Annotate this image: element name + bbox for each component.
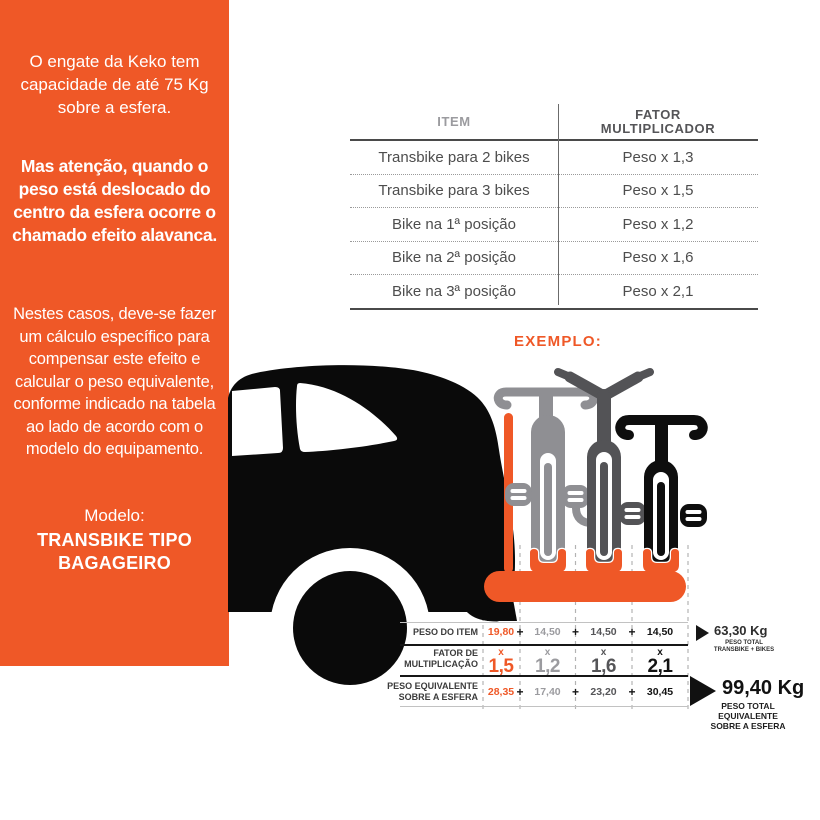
calc-row2-label-line2: MULTIPLICAÇÃO	[404, 659, 478, 669]
factor-value: 1,6	[591, 656, 616, 677]
equivalente-value: 23,20	[590, 686, 617, 698]
example-label: EXEMPLO:	[514, 333, 602, 350]
calc-row1-label: PESO DO ITEM	[412, 627, 478, 637]
tow-ball-pedestal	[487, 599, 517, 621]
factor-cell: Peso x 1,6	[622, 249, 694, 267]
item-cell: Transbike para 3 bikes	[378, 182, 530, 200]
factor-cell: Peso x 2,1	[622, 282, 694, 300]
plus-sign: +	[571, 685, 580, 699]
calc-rule-top	[400, 622, 688, 623]
calc-row3-label-line2: SOBRE A ESFERA	[398, 692, 478, 702]
equivalente-value: 30,45	[646, 686, 674, 698]
factor-table-header	[350, 104, 758, 139]
multiply-sign: x	[657, 647, 663, 658]
table-row	[350, 274, 758, 308]
factor-table-body	[350, 139, 758, 310]
plus-sign: +	[516, 625, 524, 639]
table-row	[350, 241, 758, 275]
factor-value: 1,5	[488, 656, 514, 677]
item-cell: Bike na 2ª posição	[392, 249, 516, 267]
item-cell: Bike na 3ª posição	[392, 282, 516, 300]
calc-rule-bottom	[400, 706, 688, 707]
car-side-window	[232, 387, 283, 456]
total-caption	[698, 701, 798, 731]
item-cell: Transbike para 2 bikes	[378, 148, 530, 166]
total-caption-line1: PESO TOTAL EQUIVALENTE	[718, 701, 778, 721]
rack-platform	[484, 571, 686, 602]
arrow-right-icon	[696, 625, 709, 641]
model-name: TRANSBIKE TIPO BAGAGEIRO	[37, 529, 192, 573]
column-divider	[558, 104, 559, 305]
header-item: ITEM	[437, 113, 471, 129]
subtotal-caption-line1: PESO TOTAL	[725, 640, 763, 646]
plus-sign: +	[628, 685, 636, 699]
factor-value: 2,1	[647, 656, 673, 677]
sidebar-model-block	[10, 505, 219, 575]
subtotal-value: 63,30 Kg	[714, 623, 768, 638]
plus-sign: +	[571, 625, 580, 639]
plus-sign: +	[628, 625, 636, 639]
peso-value: 19,80	[487, 626, 515, 638]
factor-value: 1,2	[535, 656, 560, 677]
item-cell: Bike na 1ª posição	[392, 215, 516, 233]
calc-rule-mid1	[400, 644, 688, 646]
calc-row2-label	[386, 648, 478, 670]
equivalente-value: 28,35	[487, 686, 515, 698]
model-label: Modelo:	[84, 505, 145, 525]
peso-value: 14,50	[646, 626, 674, 638]
calc-row3-label-line1: PESO EQUIVALENTE	[387, 681, 478, 691]
calc-row3-label	[386, 681, 478, 703]
table-row	[350, 141, 758, 174]
peso-value: 14,50	[590, 626, 617, 638]
sidebar-explanation-text: Nestes casos, deve-se fazer um cálculo específico para compensar este efeito e calcular o peso equivalente, conforme indicado na tabela ao lado de acordo com o modelo do equipamento.	[13, 305, 216, 458]
sidebar-warning-text: Mas atenção, quando o peso está deslocado do centro da esfera ocorre o chamado efeito alavanca.	[12, 156, 217, 245]
plus-sign: +	[516, 685, 524, 699]
peso-value: 14,50	[534, 626, 561, 638]
table-row	[350, 174, 758, 208]
subtotal-caption-line2: TRANSBIKE + BIKES	[713, 647, 775, 653]
bike-2-icon	[558, 372, 650, 568]
multiply-sign: x	[498, 647, 504, 658]
total-caption-line2: SOBRE A ESFERA	[710, 721, 786, 731]
subtotal-caption	[706, 640, 782, 654]
sidebar-intro-text: O engate da Keko tem capacidade de até 75 Kg sobre a esfera.	[20, 52, 209, 117]
total-value: 99,40 Kg	[722, 677, 805, 699]
multiply-sign: x	[600, 647, 607, 658]
bike-3-icon	[620, 420, 707, 568]
factor-cell: Peso x 1,3	[622, 148, 694, 166]
factor-cell: Peso x 1,5	[622, 182, 694, 200]
multiply-sign: x	[544, 647, 551, 658]
calc-row2-label-line1: FATOR DE	[433, 648, 478, 658]
factor-cell: Peso x 1,2	[622, 215, 694, 233]
equivalente-value: 17,40	[534, 686, 561, 698]
sidebar	[0, 0, 229, 666]
table-row	[350, 207, 758, 241]
header-fator-multiplicador: FATOR MULTIPLICADOR	[600, 106, 716, 136]
factor-table	[350, 104, 758, 310]
